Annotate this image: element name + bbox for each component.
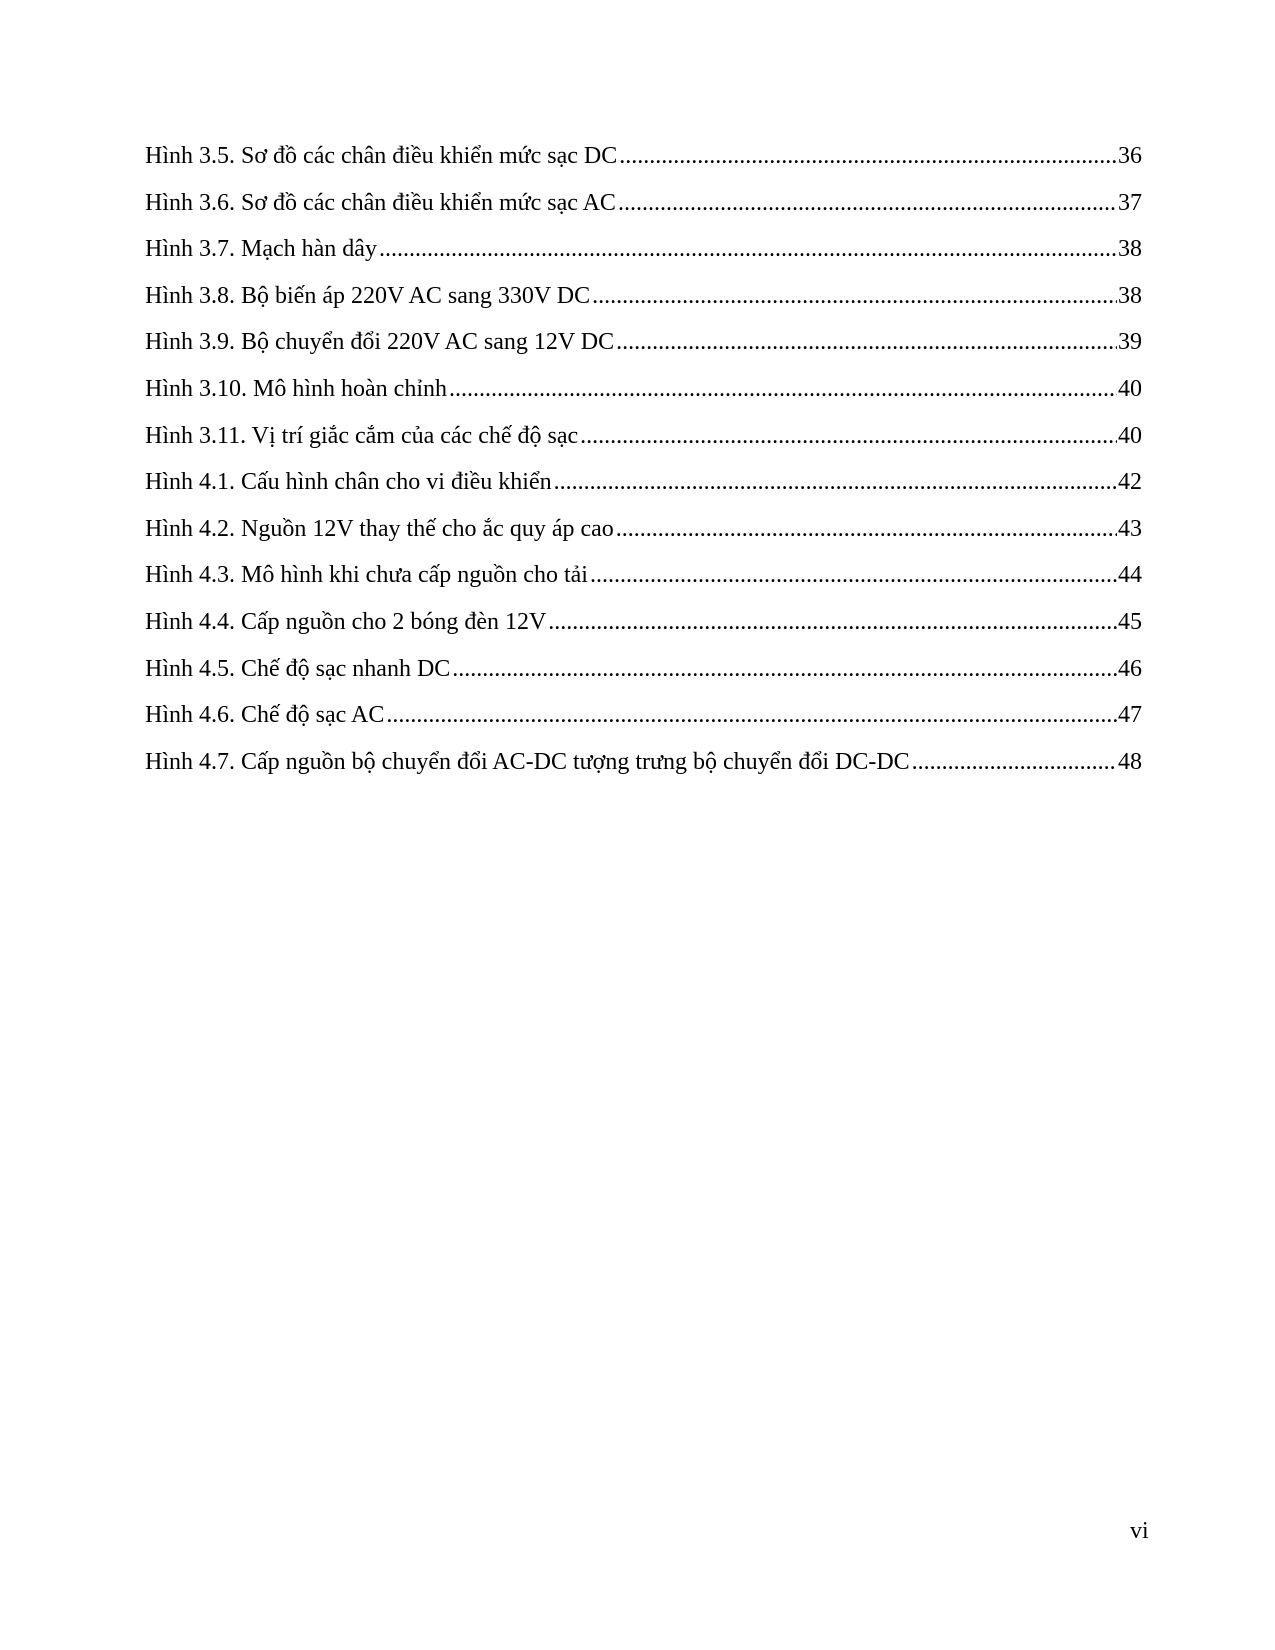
- toc-entry-page: 38: [1118, 282, 1142, 309]
- list-of-figures: [145, 140, 1142, 792]
- toc-entry[interactable]: [145, 699, 1142, 746]
- toc-entry[interactable]: [145, 280, 1142, 327]
- toc-entry-page: 39: [1118, 329, 1142, 356]
- dot-leader: [618, 187, 1117, 219]
- toc-entry-title: Hình 4.6. Chế độ sạc AC: [145, 702, 385, 729]
- dot-leader: [616, 326, 1117, 358]
- toc-entry[interactable]: [145, 140, 1142, 187]
- toc-entry-title: Hình 4.4. Cấp nguồn cho 2 bóng đèn 12V: [145, 608, 547, 635]
- page-number: vi: [1130, 1518, 1149, 1544]
- dot-leader: [554, 466, 1117, 498]
- dot-leader: [548, 606, 1117, 638]
- toc-entry-page: 36: [1118, 143, 1142, 169]
- toc-entry-title: Hình 3.9. Bộ chuyển đổi 220V AC sang 12V DC: [145, 329, 615, 356]
- dot-leader: [619, 140, 1117, 172]
- toc-entry-title: Hình 3.11. Vị trí giắc cắm của các chế độ sạc: [145, 422, 579, 449]
- dot-leader: [912, 746, 1117, 778]
- toc-entry-title: Hình 4.5. Chế độ sạc nhanh DC: [145, 655, 451, 682]
- toc-entry-title: Hình 3.7. Mạch hàn dây: [145, 236, 377, 263]
- toc-entry-page: 38: [1118, 236, 1142, 263]
- dot-leader: [580, 420, 1117, 452]
- dot-leader: [452, 653, 1117, 685]
- toc-entry-title: Hình 4.3. Mô hình khi chưa cấp nguồn cho tải: [145, 562, 588, 589]
- toc-entry[interactable]: [145, 606, 1142, 653]
- toc-entry-title: Hình 3.6. Sơ đồ các chân điều khiển mức sạc AC: [145, 189, 616, 216]
- toc-entry-page: 43: [1118, 515, 1142, 542]
- toc-entry-title: Hình 3.10. Mô hình hoàn chỉnh: [145, 375, 447, 402]
- toc-entry-page: 42: [1118, 469, 1142, 496]
- toc-entry[interactable]: [145, 559, 1142, 606]
- toc-entry[interactable]: [145, 513, 1142, 560]
- toc-entry-page: 37: [1118, 189, 1142, 216]
- toc-entry-page: 48: [1118, 748, 1142, 775]
- toc-entry-title: Hình 4.7. Cấp nguồn bộ chuyển đổi AC-DC tượng trưng bộ chuyển đổi DC-DC: [145, 748, 910, 775]
- toc-entry-title: Hình 3.8. Bộ biến áp 220V AC sang 330V DC: [145, 282, 591, 309]
- dot-leader: [379, 233, 1117, 265]
- toc-entry-page: 40: [1118, 422, 1142, 449]
- dot-leader: [616, 513, 1117, 545]
- toc-entry[interactable]: [145, 373, 1142, 420]
- toc-entry[interactable]: [145, 187, 1142, 234]
- toc-entry-page: 47: [1118, 702, 1142, 729]
- toc-entry[interactable]: [145, 326, 1142, 373]
- toc-entry-page: 44: [1118, 562, 1142, 589]
- dot-leader: [590, 559, 1117, 591]
- dot-leader: [386, 699, 1117, 731]
- toc-entry[interactable]: [145, 233, 1142, 280]
- toc-entry[interactable]: [145, 653, 1142, 700]
- toc-entry-title: Hình 4.1. Cấu hình chân cho vi điều khiển: [145, 469, 552, 496]
- toc-entry-title: Hình 3.5. Sơ đồ các chân điều khiển mức sạc DC: [145, 143, 618, 169]
- toc-entry-page: 45: [1118, 608, 1142, 635]
- toc-entry-page: 46: [1118, 655, 1142, 682]
- toc-entry-page: 40: [1118, 375, 1142, 402]
- dot-leader: [449, 373, 1117, 405]
- toc-entry-title: Hình 4.2. Nguồn 12V thay thế cho ắc quy áp cao: [145, 515, 614, 542]
- dot-leader: [592, 280, 1117, 312]
- toc-entry[interactable]: [145, 420, 1142, 467]
- toc-entry[interactable]: [145, 746, 1142, 793]
- toc-entry[interactable]: [145, 466, 1142, 513]
